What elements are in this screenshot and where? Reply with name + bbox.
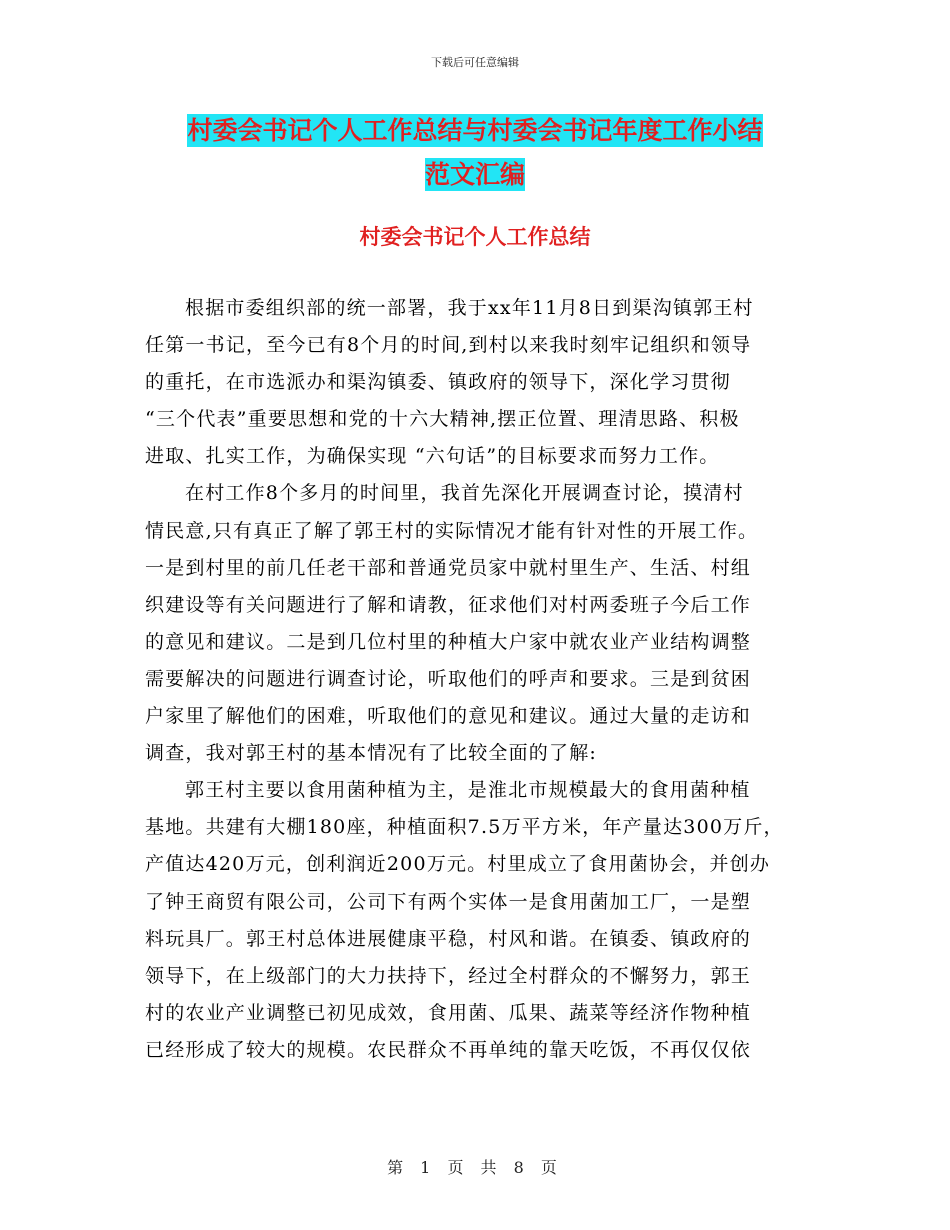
text-line: 需要解决的问题进行调查讨论，听取他们的呼声和要求。三是到贫困 (145, 667, 752, 690)
text-line: 已经形成了较大的规模。农民群众不再单纯的靠天吃饭，不再仅仅依 (145, 1038, 752, 1061)
text-line: 了钟王商贸有限公司，公司下有两个实体一是食用菌加工厂，一是塑 (145, 890, 752, 913)
text-line: 任第一书记，至今已有8个月的时间,到村以来我时刻牢记组织和领导 (145, 334, 752, 357)
text-line: 的重托，在市选派办和渠沟镇委、镇政府的领导下，深化学习贯彻 (145, 371, 731, 394)
text-line: “三个代表”重要思想和党的十六大精神,摆正位置、理清思路、积极 (145, 408, 740, 431)
text-line: 村的农业产业调整已初见成效，食用菌、瓜果、蔬菜等经济作物种植 (145, 1001, 752, 1024)
document-title-text-1: 村委会书记个人工作总结与村委会书记年度工作小结 (187, 116, 763, 145)
text-line: 调查，我对郭王村的基本情况有了比较全面的了解: (145, 742, 598, 765)
text-line: 的意见和建议。二是到几位村里的种植大户家中就农业产业结构调整 (145, 630, 752, 653)
text-line: 户家里了解他们的困难，听取他们的意见和建议。通过大量的走访和 (145, 705, 752, 728)
document-title-text-2: 范文汇编 (424, 160, 525, 189)
text-line: 基地。共建有大棚180座，种植面积7.5万平方米，年产量达300万斤， (145, 816, 784, 839)
text-line: 在村工作8个多月的时间里，我首先深化开展调查讨论，摸清村 (185, 482, 744, 505)
text-line: 织建设等有关问题进行了解和请教，征求他们对村两委班子今后工作 (145, 593, 752, 616)
document-title-line1 (0, 114, 950, 148)
text-line: 产值达420万元，创利润近200万元。村里成立了食用菌协会，并创办 (145, 853, 771, 876)
text-line: 领导下，在上级部门的大力扶持下，经过全村群众的不懈努力，郭王 (145, 964, 752, 987)
text-line: 料玩具厂。郭王村总体进展健康平稳，村风和谐。在镇委、镇政府的 (145, 927, 752, 950)
page-footer: 第 1 页 共 8 页 (387, 1158, 563, 1177)
header-note: 下载后可任意编辑 (431, 56, 519, 69)
text-line: 郭王村主要以食用菌种植为主，是淮北市规模最大的食用菌种植 (185, 779, 751, 802)
document-title-line2 (0, 158, 950, 192)
text-line: 进取、扎实工作，为确保实现 “六句话”的目标要求而努力工作。 (145, 445, 720, 468)
text-line: 一是到村里的前几任老干部和普通党员家中就村里生产、生活、村组 (145, 556, 752, 579)
text-line: 情民意,只有真正了解了郭王村的实际情况才能有针对性的开展工作。 (145, 519, 759, 542)
body-text (145, 290, 810, 1069)
section-title: 村委会书记个人工作总结 (359, 225, 591, 249)
text-line: 根据市委组织部的统一部署，我于xx年11月8日到渠沟镇郭王村 (185, 297, 754, 319)
